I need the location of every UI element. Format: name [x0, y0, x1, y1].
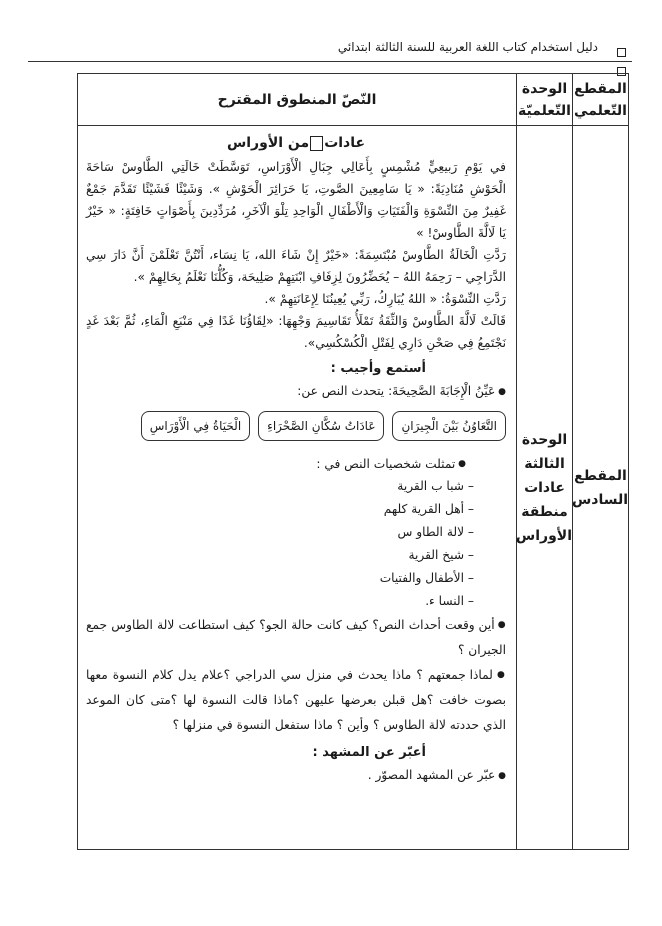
unit-cell: الوحدة الثالثة عادات منطقة الأوراس	[517, 126, 573, 850]
header-segment: المقطع التّعلمي	[573, 74, 629, 126]
listen-heading: أستمع وأجيب :	[330, 361, 426, 376]
book-icon	[608, 42, 626, 51]
choice-option-1[interactable]: التَّعَاوُنُ بَيْنَ الْجِيرَانِ	[392, 411, 506, 441]
express-item: ● عبّر عن المشهد المصوّر .	[86, 764, 506, 787]
header-rule	[28, 61, 632, 62]
paragraph-3: رَدَّتِ النِّسْوَةُ: « اللهُ يُبَارِكُ، رَبِّي يُعِينُنَا لِإِعَانَتِهِمْ ».	[264, 292, 506, 306]
paragraph-2: رَدَّتِ الْخَالَةُ الطَّاوسْ مُبْتَسِمَةً: «خَيْرٌ إِنْ شَاءَ الله، يَا نِسَاء، أَنْتُنَّ تَعْلَمْنَ أَنَّ دَارَ سِي الدَّرَاجِي – رَحِمَهُ اللهُ – يُحَضِّرُونَ لِزِفَافِ ابْنَتِهِمْ صَلِيحَة، وَكُلُّنَا نَعْلَمُ بِحَالِهِمْ ».	[86, 248, 506, 284]
header-text: النّصّ المنطوق المقترح	[78, 74, 517, 126]
title-part-2: من الأوراس	[226, 135, 310, 151]
title-box	[310, 136, 323, 151]
list-item: – شيخ القرية	[86, 544, 474, 567]
list-item: – لالة الطاو س	[86, 521, 474, 544]
list-item: – أهل القرية كلهم	[86, 498, 474, 521]
choice-group	[86, 411, 506, 441]
text-title	[86, 132, 506, 154]
choose-prompt: ● عَيِّنُ الْإِجَابَةَ الصَّحِيحَةَ: يتحدث النص عن:	[86, 380, 506, 403]
list-item: – الأطفال والفتيات	[86, 567, 474, 590]
characters-prompt: ● تمثلت شخصيات النص في :	[86, 453, 506, 476]
express-heading: أعبّر عن المشهد :	[312, 745, 426, 760]
characters-list	[86, 475, 506, 613]
page-header	[28, 38, 632, 62]
question-1: ● أين وقعت أحداث النص؟ كيف كانت حالة الجو؟ كيف استطاعت لالة الطاوس جمع الجيران ؟	[86, 613, 506, 663]
paragraph-1: في يَوْمِ رَبيعِيٍّ مُشْمِسٍ بِأَعَالِي جِبَالِ الْأَوْرَاسِ، تَوَسَّطَتْ خَالَتِي الطَّاوسْ سَاحَةَ الْحَوْشِ مُنَادِيَةً: « يَا سَامِعِينَ الصَّوتِ، يَا حَرَائِرَ الْحَوْشِ ». وَشَيْئًا فَشَيْئًا تَقَدَّمَ جَمْعٌ غَفِيرٌ مِنَ النِّسْوَةِ وَالْفَتَيَاتِ وَالْأَطْفَالِ الْوَاحِدِ تِلْوَ الْآخَرِ، مُرَدِّدِينَ بِأَصْوَاتٍ خَافِتَةٍ: « خَيْرٌ يَا لَالَّةَ الطَّاوسْ! »	[86, 160, 506, 240]
list-item: – النسا ء.	[86, 590, 474, 613]
question-2: ● لماذا جمعتهم ؟ ماذا يحدث في منزل سي الدراجي ؟علام يدل كلام النسوة معها بصوت خافت ؟هل قبلن بعرضها عليهن ؟ماذا قالت النسوة لها ؟متى كان الموعد الذي حددته لالة الطاوس ؟ وأين ؟ ماذا ستفعل النسوة في منزلها ؟	[86, 663, 506, 738]
segment-cell: المقطع السادس	[573, 126, 629, 850]
title-part-1: عادات	[324, 135, 366, 151]
header-unit: الوحدة التّعلميّة	[517, 74, 573, 126]
text-cell	[78, 126, 517, 850]
choice-option-2[interactable]: عَادَاتُ سُكَّانِ الصَّحْرَاءِ	[258, 411, 384, 441]
header-title: دليل استخدام كتاب اللغة العربية للسنة الثالثة ابتدائي	[337, 40, 598, 54]
lesson-table	[77, 73, 629, 850]
choice-option-3[interactable]: الْحَيَاةُ فِي الْأَوْرَاسِ	[141, 411, 250, 441]
paragraph-4: قَالَتْ لَالَّةَ الطَّاوسْ وَالثِّقَةُ تَمْلَأُ تَقَاسِيمَ وَجْهِهَا: «لِقَاؤُنَا غَدًا فِي مَنْبَعِ الْمَاءِ، ثُمَّ بَعْدَ غَدٍ نَجْتَمِعُ فِي صَحْنِ دَارِي لِفَتْلِ الْكُسْكُسِي».	[86, 314, 506, 350]
list-item: – شبا ب القرية	[86, 475, 474, 498]
